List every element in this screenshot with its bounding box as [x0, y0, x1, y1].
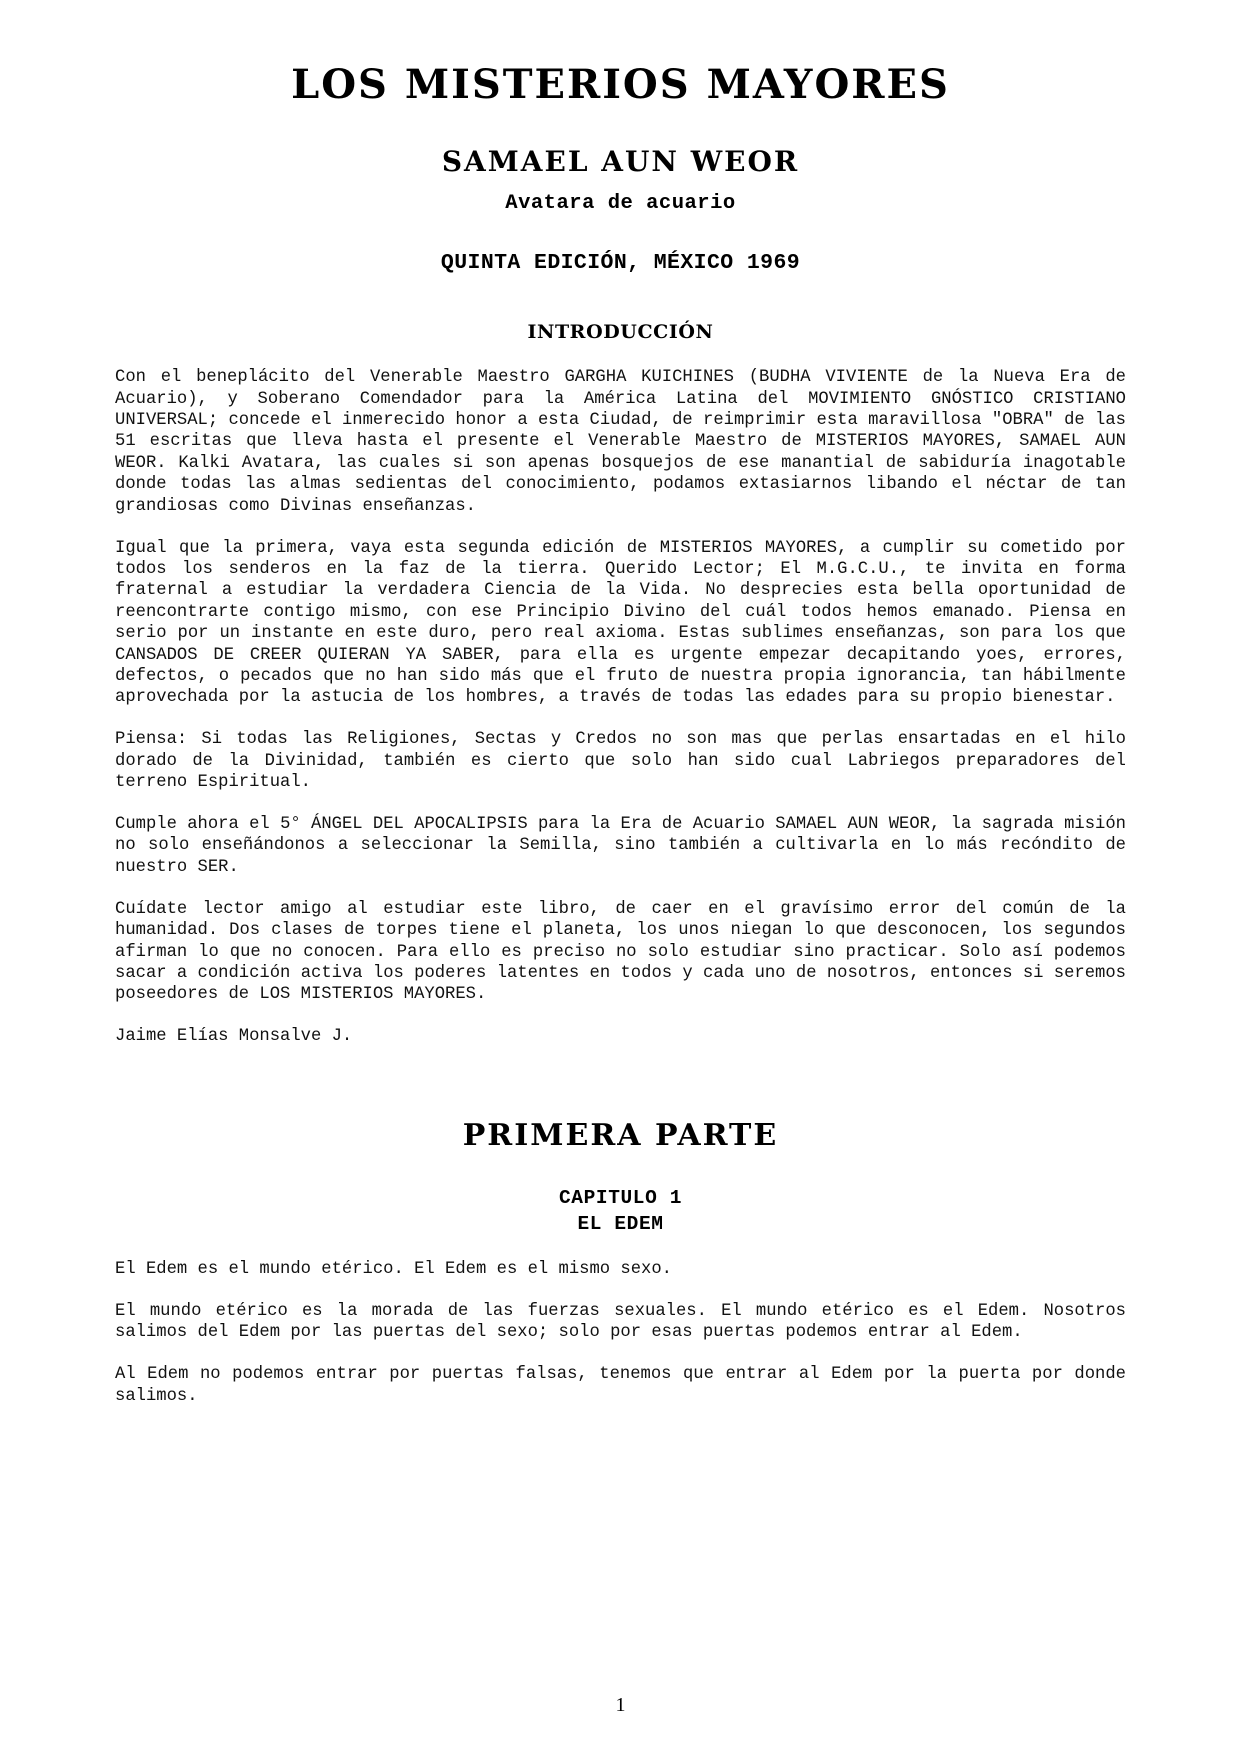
- paragraph: Igual que la primera, vaya esta segunda edición de MISTERIOS MAYORES, a cumplir su cometido por todos los senderos en la faz de la tierra. Querido Lector; El M.G.C.U., te invita en forma fraternal a estudiar la verdadera Ciencia de la Vida. No desprecies esta bella oportunidad de reencontrarte contigo mismo, con ese Principio Divino del cuál todos hemos emanado. Piensa en serio por un instante en este duro, pero real axioma. Estas sublimes enseñanzas, son para los que CANSADOS DE CREER QUIERAN YA SABER, para ella es urgente empezar decapitando yoes, errores, defectos, o pecados que no han sido más que el fruto de nuestra propia ignorancia, tan hábilmente aprovechada por la astucia de los hombres, a través de todas las edades para su propio bienestar.: [115, 538, 1126, 708]
- page-number: 1: [615, 1694, 626, 1716]
- part-one-heading: PRIMERA PARTE: [462, 1118, 779, 1154]
- introduction-signature: Jaime Elías Monsalve J.: [115, 1027, 353, 1047]
- edition-line: QUINTA EDICIÓN, MÉXICO 1969: [440, 251, 801, 276]
- chapter-label: CAPITULO 1: [558, 1187, 683, 1210]
- paragraph: Piensa: Si todas las Religiones, Sectas y Credos no son mas que perlas ensartadas en el hilo dorado de la Divinidad, también es cierto que solo han sido cual Labriegos preparadores del terreno Espiritual.: [115, 730, 1126, 793]
- paragraph: El mundo etérico es la morada de las fuerzas sexuales. El mundo etérico es el Edem. Nosotros salimos del Edem por las puertas del sexo; solo por esas puertas podemos entrar al Edem.: [115, 1302, 1126, 1343]
- paragraph: Cumple ahora el 5° ÁNGEL DEL APOCALIPSIS para la Era de Acuario SAMAEL AUN WEOR, la sagrada misión no solo enseñándonos a seleccionar la Semilla, sino también a cultivarla en lo más recóndito de nuestro SER.: [115, 815, 1126, 877]
- author-name: SAMAEL AUN WEOR: [441, 145, 800, 178]
- book-title: LOS MISTERIOS MAYORES: [291, 61, 950, 108]
- paragraph: Cuídate lector amigo al estudiar este libro, de caer en el gravísimo error del común de la humanidad. Dos clases de torpes tiene el planeta, los unos niegan lo que desconocen, los segundos afirman lo que no conocen. Para ello es preciso no solo estudiar sino practicar. Solo así podemos sacar a condición activa los poderes latentes en todos y cada uno de nosotros, entonces si seremos poseedores de LOS MISTERIOS MAYORES.: [115, 899, 1126, 1005]
- author-subtitle: Avatara de acuario: [505, 192, 736, 216]
- paragraph: El Edem es el mundo etérico. El Edem es el mismo sexo.: [115, 1260, 672, 1280]
- paragraph: Con el beneplácito del Venerable Maestro GARGHA KUICHINES (BUDHA VIVIENTE de la Nueva Era de Acuario), y Soberano Comendador para la América Latina del MOVIMIENTO GNÓSTICO CRISTIANO UNIVERSAL; concede el inmerecido honor a esta Ciudad, de reimprimir esta maravillosa "OBRA" de las 51 escritas que lleva hasta el presente el Venerable Maestro de MISTERIOS MAYORES, SAMAEL AUN WEOR. Kalki Avatara, las cuales si son apenas bosquejos de ese manantial de sabiduría inagotable donde todas las almas sedientas del conocimiento, podamos extasiarnos libando el néctar de tan grandiosas como Divinas enseñanzas.: [115, 368, 1126, 516]
- introduction-heading: INTRODUCCIÓN: [527, 321, 714, 344]
- chapter-title: EL EDEM: [577, 1213, 664, 1236]
- chapter-one-body: [115, 1235, 1126, 1407]
- paragraph: Al Edem no podemos entrar por puertas falsas, tenemos que entrar al Edem por la puerta por donde salimos.: [115, 1365, 1126, 1406]
- introduction-body: [115, 343, 1126, 1047]
